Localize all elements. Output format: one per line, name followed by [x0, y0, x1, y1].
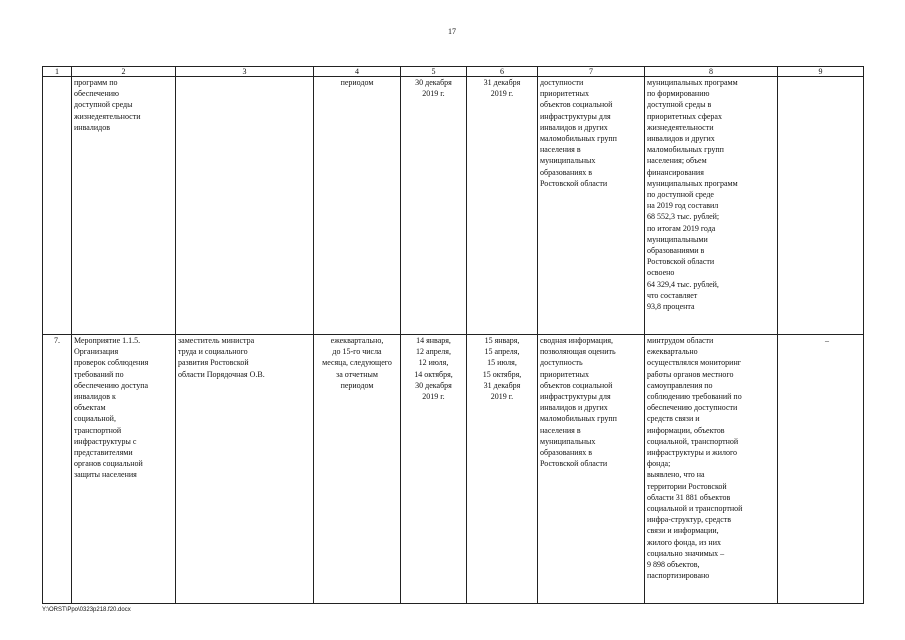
column-number-4: 4	[314, 67, 401, 77]
actual-date-cell: 15 января, 15 апреля, 15 июля, 15 октября, 31 декабря 2019 г.	[467, 335, 538, 604]
expected-result-cell: сводная информация, позволяющая оценить доступность приоритетных объектов социальной инфраструктуры для инвалидов и других маломобильных групп населения в муниципальных образованиях в Ростовской области	[538, 335, 645, 604]
row-number-cell: 7.	[43, 335, 72, 604]
column-number-7: 7	[538, 67, 645, 77]
table-row	[43, 77, 864, 335]
column-number-1: 1	[43, 67, 72, 77]
responsible-cell	[176, 77, 314, 335]
file-path-footer: Y:\ORST\Ppo\0323p218.f20.docx	[42, 607, 131, 613]
column-number-9: 9	[778, 67, 864, 77]
notes-cell: –	[778, 335, 864, 604]
column-number-3: 3	[176, 67, 314, 77]
measure-name-cell: программ по обеспечению доступной среды жизнедеятельности инвалидов	[72, 77, 176, 335]
actual-date-cell: 31 декабря 2019 г.	[467, 77, 538, 335]
measures-table	[42, 66, 864, 604]
column-number-2: 2	[72, 67, 176, 77]
planned-date-cell: 14 января, 12 апреля, 12 июля, 14 октября, 30 декабря 2019 г.	[401, 335, 467, 604]
page-number: 17	[448, 27, 456, 36]
column-number-row	[43, 67, 864, 77]
expected-result-cell: доступности приоритетных объектов социальной инфраструктуры для инвалидов и других маломобильных групп населения в муниципальных образованиях в Ростовской области	[538, 77, 645, 335]
column-number-8: 8	[645, 67, 778, 77]
deadline-cell: ежеквартально, до 15-го числа месяца, следующего за отчетным периодом	[314, 335, 401, 604]
notes-cell	[778, 77, 864, 335]
planned-date-cell: 30 декабря 2019 г.	[401, 77, 467, 335]
row-number-cell	[43, 77, 72, 335]
column-number-6: 6	[467, 67, 538, 77]
measure-name-cell: Мероприятие 1.1.5. Организация проверок соблюдения требований по обеспечению доступа инвалидов к объектам социальной, транспортной инфраструктуры с представителями органов социальной защиты населения	[72, 335, 176, 604]
actual-result-cell: муниципальных программ по формированию доступной среды в приоритетных сферах жизнедеятельности инвалидов и других маломобильных групп населения; объем финансирования муниципальных программ по доступной среде на 2019 год составил 68 552,3 тыс. рублей; по итогам 2019 года муниципальными образованиями в Ростовской области освоено 64 329,4 тыс. рублей, что составляет 93,8 процента	[645, 77, 778, 335]
table-row	[43, 335, 864, 604]
column-number-5: 5	[401, 67, 467, 77]
actual-result-cell: минтрудом области ежеквартально осуществлялся мониторинг работы органов местного самоуправления по соблюдению требований по обеспечению доступности средств связи и информации, объектов социальной, транспортной инфраструктуры и жилого фонда; выявлено, что на территории Ростовской области 31 881 объектов социальной и транспортной инфра-структур, средств связи и информации, жилого фонда, из них социально значимых – 9 898 объектов, паспортизировано	[645, 335, 778, 604]
responsible-cell: заместитель министра труда и социального развития Ростовской области Порядочная О.В.	[176, 335, 314, 604]
deadline-cell: периодом	[314, 77, 401, 335]
